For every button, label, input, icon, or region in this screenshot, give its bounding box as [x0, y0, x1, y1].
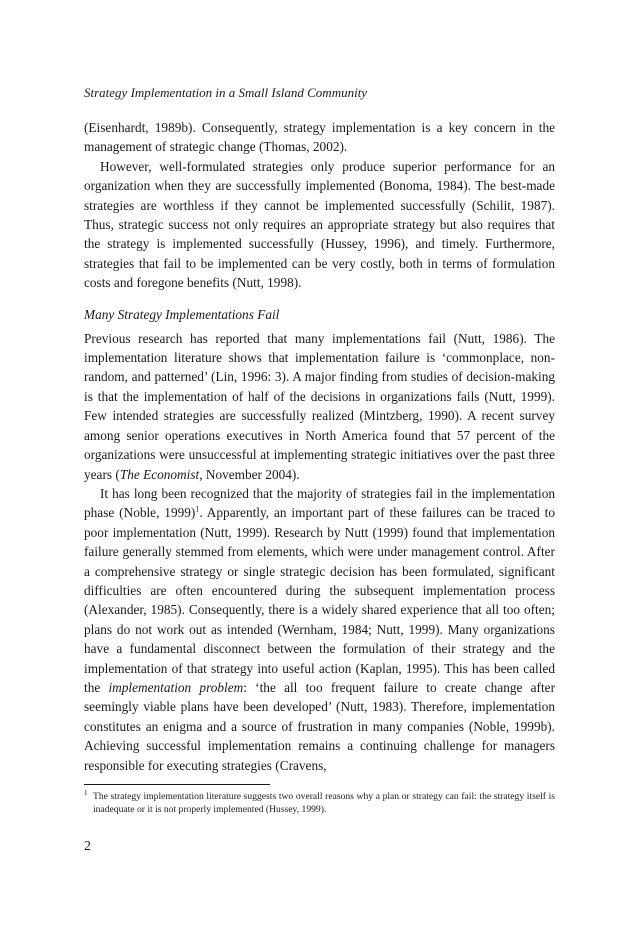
page-number: 2: [84, 839, 91, 854]
footnote-reference[interactable]: 1: [195, 504, 200, 514]
section-paragraph-1-text: Previous research has reported that many implementations fail (Nutt, 1986). The implementation literature shows that implementation failure is ‘commonplace, non-random, and patterned’ (Lin, 1996: 3). A major finding from studies of decision-making is that the implementation of half of the decisions in organizations fails (Nutt, 1999). Few intended strategies are successfully realized (Mintzberg, 1990). A recent survey among senior operations executives in North America found that 57 percent of the organizations were unsuccessful at implementing strategic initiatives over the past three years (: [84, 330, 555, 482]
section-paragraph-1: [84, 329, 555, 484]
section-paragraph-2: [84, 484, 555, 775]
section-paragraph-2-middle: . Apparently, an important part of these failures can be traced to poor implementation (Nutt, 1999). Research by Nutt (1999) found that implementation failure generally stemmed from elements, which were under management control. After a comprehensive strategy or single strategic decision has been formulated, significant difficulties are often encountered during the subsequent implementation process (Alexander, 1985). Consequently, there is a widely shared experience that all too often; plans do not work out as intended (Wernham, 1984; Nutt, 1999). Many organizations have a fundamental disconnect between the formulation of their strategy and the implementation of that strategy into useful action (Kaplan, 1995). This has been called the: [84, 505, 555, 695]
footnote: 1 The strategy implementation literature suggests two overall reasons why a plan or strategy can fail: the strategy itself is inadequate or it is not properly implemented (Hussey, 1999).: [84, 788, 555, 815]
footnote-divider: [84, 784, 270, 785]
intro-paragraph-1: (Eisenhardt, 1989b). Consequently, strategy implementation is a key concern in the management of strategic change (Thomas, 2002).: [84, 120, 555, 155]
section-heading: Many Strategy Implementations Fail: [84, 306, 280, 322]
running-head: Strategy Implementation in a Small Island Community: [84, 85, 368, 100]
journal-title: The Economist: [119, 466, 200, 482]
intro-paragraph-2: However, well-formulated strategies only produce superior performance for an organization when they are successfully implemented (Bonoma, 1984). The best-made strategies are worthless if they cannot be implemented successfully (Schilit, 1987). Thus, strategic success not only requires an appropriate strategy but also requires that the strategy is implemented successfully (Hussey, 1996), and timely. Furthermore, strategies that fail to be implemented can be very costly, both in terms of formulation costs and foregone benefits (Nutt, 1998).: [84, 158, 555, 291]
section-paragraph-1-tail: , November 2004).: [199, 466, 300, 482]
emphasized-term: implementation problem: [108, 679, 244, 695]
page-body: [84, 84, 555, 775]
section-paragraph-2-tail: : ‘the all too frequent failure to create change after seemingly viable plans have been developed’ (Nutt, 1983). Therefore, implementation constitutes an enigma and a source of frustration in many companies (Noble, 1999b). Achieving successful implementation remains a continuing challenge for managers responsible for executing strategies (Cravens,: [84, 679, 556, 773]
footnote-text: The strategy implementation literature suggests two overall reasons why a plan or strategy can fail: the strategy itself is inadequate or it is not properly implemented (Hussey, 1999).: [93, 791, 555, 815]
section-paragraph-2-text: It has long been recognized that the majority of strategies fail in the implementation phase (Noble, 1999): [84, 485, 555, 521]
